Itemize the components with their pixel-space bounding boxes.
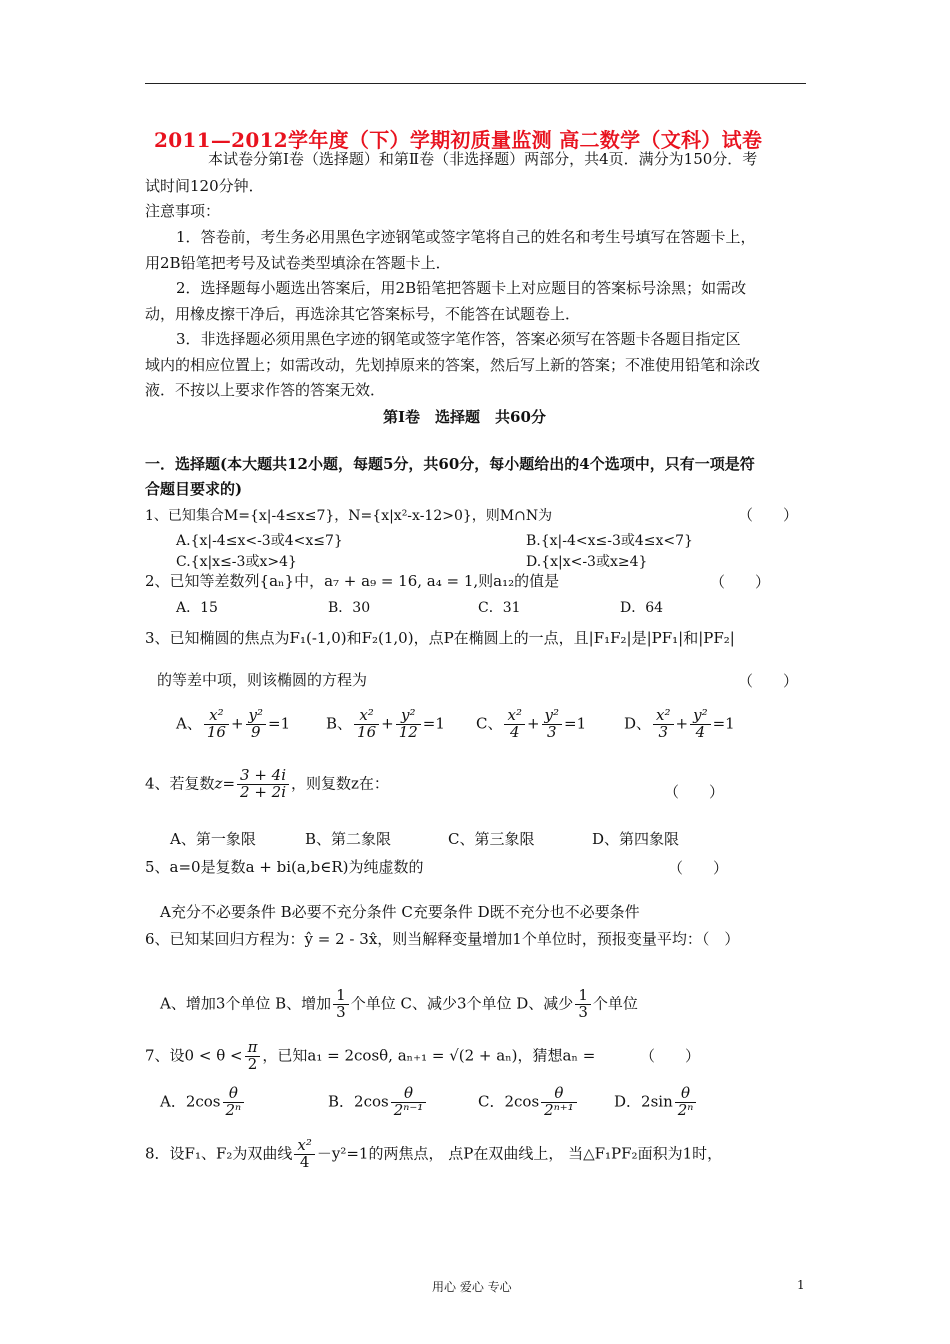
q3-stem-2: 的等差中项，则该椭圆的方程为 bbox=[157, 671, 368, 689]
q8-stem-pre: 8．设F₁、F₂为双曲线 bbox=[145, 1144, 293, 1163]
q4-stem-post: ，则复数z在： bbox=[291, 774, 389, 793]
q7-option-c bbox=[478, 1086, 579, 1119]
q1-answer-paren: （ ） bbox=[738, 506, 799, 524]
q3-a-den2: 9 bbox=[250, 722, 261, 741]
q5-answer-paren: （ ） bbox=[668, 859, 729, 877]
q3-option-a bbox=[176, 708, 290, 741]
q3-d-num1: x² bbox=[653, 708, 673, 725]
q7-a-den: 2ⁿ bbox=[225, 1100, 242, 1119]
q4-option-d: D、第四象限 bbox=[592, 830, 680, 848]
q6-stem: 6、已知某回归方程为：ŷ = 2 - 3x̂，则当解释变量增加1个单位时，预报变量平均：（ ） bbox=[145, 930, 740, 948]
intro-line-2: 试时间120分钟． bbox=[145, 177, 264, 195]
q3-stem: 3、已知椭圆的焦点为F₁(-1,0)和F₂(1,0)，点P在椭圆上的一点，且|F₁F₂|是|PF₁|和|PF₂| bbox=[145, 629, 735, 647]
page-title: 2011—2012学年度（下）学期初质量监测 高二数学（文科）试卷 bbox=[154, 128, 763, 152]
q3-a-eq: =1 bbox=[268, 714, 291, 733]
q1-stem: 1、已知集合M={x|-4≤x≤7}，N={x|x²-x-12>0}，则M∩N为 bbox=[145, 508, 553, 524]
q3-option-d bbox=[624, 708, 735, 741]
q3-d-den1: 3 bbox=[658, 722, 669, 741]
q1-option-b: B.{x|-4<x≤-3或4≤x<7} bbox=[526, 533, 693, 549]
q1-option-a: A.{x|-4≤x<-3或4<x≤7} bbox=[176, 533, 343, 549]
q6-options-mid: 个单位 C、减少3个单位 D、减少 bbox=[350, 994, 574, 1013]
q4-stem bbox=[145, 768, 389, 801]
q7-stem bbox=[145, 1040, 595, 1073]
section-heading-line-2: 合题目要求的) bbox=[145, 480, 243, 498]
q7-d-pre: D．2sin bbox=[614, 1092, 673, 1111]
notice-3-line-3: 液．不按以上要求作答的答案无效． bbox=[145, 381, 386, 399]
q3-b-num1: x² bbox=[354, 708, 379, 725]
q3-b-den1: 16 bbox=[357, 722, 377, 741]
q4-option-c: C、第三象限 bbox=[448, 830, 535, 848]
q7-a-pre: A．2cos bbox=[160, 1092, 221, 1111]
q4-eq: = bbox=[222, 774, 236, 793]
q3-option-c bbox=[476, 708, 586, 741]
q7-stem-post: ，已知a₁ = 2cosθ, aₙ₊₁ = √(2 + aₙ)，猜想aₙ = bbox=[262, 1046, 596, 1065]
q7-option-a bbox=[160, 1086, 246, 1119]
q3-a-den1: 16 bbox=[206, 722, 226, 741]
q4-option-a: A、第一象限 bbox=[170, 830, 256, 848]
q6-options-pre: A、增加3个单位 B、增加 bbox=[160, 994, 332, 1013]
q3-d-den2: 4 bbox=[695, 722, 706, 741]
q1-option-d: D.{x|x<-3或x≥4} bbox=[526, 554, 648, 570]
q4-z: z bbox=[214, 774, 223, 793]
intro-line-1: 本试卷分第Ⅰ卷（选择题）和第Ⅱ卷（非选择题）两部分，共4页．满分为150分．考 bbox=[208, 150, 758, 168]
q7-d-den: 2ⁿ bbox=[677, 1100, 694, 1119]
notice-2-line-2: 动，用橡皮擦干净后，再选涂其它答案标号，不能答在试题卷上． bbox=[145, 305, 581, 323]
q4-stem-pre: 4、若复数 bbox=[145, 774, 215, 793]
q7-c-den: 2ⁿ⁺¹ bbox=[544, 1100, 574, 1119]
notice-2-line-1: 2．选择题每小题选出答案后，用2B铅笔把答题卡上对应题目的答案标号涂黑；如需改 bbox=[176, 279, 747, 297]
q7-option-b bbox=[328, 1086, 428, 1119]
q3-c-den1: 4 bbox=[509, 722, 520, 741]
q3-c-plus: + bbox=[526, 714, 540, 733]
q7-c-pre: C．2cos bbox=[478, 1092, 540, 1111]
q3-d-plus: + bbox=[675, 714, 689, 733]
q7-a-num: θ bbox=[223, 1086, 245, 1103]
q6-frac1-num: 1 bbox=[333, 988, 349, 1005]
q8-frac-num: x² bbox=[294, 1138, 314, 1155]
notice-3-line-2: 域内的相应位置上；如需改动，先划掉原来的答案，然后写上新的答案；不准使用铅笔和涂改 bbox=[145, 356, 761, 374]
q6-frac1-den: 3 bbox=[336, 1002, 346, 1021]
q3-c-num1: x² bbox=[504, 708, 524, 725]
q5-options: A充分不必要条件 B必要不充分条件 C充要条件 D既不充分也不必要条件 bbox=[160, 903, 640, 921]
notice-1-line-2: 用2B铅笔把考号及试卷类型填涂在答题卡上． bbox=[145, 254, 451, 272]
q3-a-num2: y² bbox=[246, 708, 267, 725]
q3-option-b bbox=[326, 708, 445, 741]
q3-a-plus: + bbox=[230, 714, 244, 733]
q3-a-label: A、 bbox=[176, 714, 202, 733]
q7-b-den: 2ⁿ⁻¹ bbox=[393, 1100, 424, 1119]
q3-b-eq: =1 bbox=[422, 714, 445, 733]
q1-option-c: C.{x|x≤-3或x>4} bbox=[176, 554, 297, 570]
q2-stem: 2、已知等差数列{aₙ}中，a₇ + a₉ = 16, a₄ = 1,则a₁₂的值是 bbox=[145, 572, 560, 590]
footer-center-text: 用心 爱心 专心 bbox=[432, 1280, 512, 1294]
q3-c-label: C、 bbox=[476, 714, 503, 733]
notice-1-line-1: 1．答卷前，考生务必用黑色字迹钢笔或签字笔将自己的姓名和考生号填写在答题卡上， bbox=[176, 228, 756, 246]
q6-options bbox=[160, 988, 638, 1021]
q7-two: 2 bbox=[247, 1054, 258, 1073]
q2-option-a: A．15 bbox=[176, 600, 218, 616]
q2-answer-paren: （ ） bbox=[710, 573, 771, 591]
page-number: 1 bbox=[797, 1278, 805, 1292]
q2-option-c: C．31 bbox=[478, 600, 521, 616]
q3-d-num2: y² bbox=[690, 708, 711, 725]
q3-c-eq: =1 bbox=[564, 714, 587, 733]
q3-b-den2: 12 bbox=[398, 722, 418, 741]
q4-option-b: B、第二象限 bbox=[305, 830, 392, 848]
q7-b-pre: B．2cos bbox=[328, 1092, 389, 1111]
q7-c-num: θ bbox=[541, 1086, 577, 1103]
q7-stem-pre: 7、设0 < θ < bbox=[145, 1046, 243, 1065]
q2-option-b: B．30 bbox=[328, 600, 371, 616]
part1-heading: 第Ⅰ卷 选择题 共60分 bbox=[383, 408, 546, 426]
q2-option-d: D．64 bbox=[620, 600, 664, 616]
q3-b-label: B、 bbox=[326, 714, 353, 733]
q6-frac2-num: 1 bbox=[575, 988, 591, 1005]
q3-answer-paren: （ ） bbox=[738, 672, 799, 690]
notice-3-line-1: 3．非选择题必须用黑色字迹的钢笔或签字笔作答，答案必须写在答题卡各题目指定区 bbox=[176, 330, 741, 348]
q7-option-d bbox=[614, 1086, 698, 1119]
q3-a-num1: x² bbox=[204, 708, 229, 725]
q3-c-num2: y² bbox=[542, 708, 563, 725]
q8-stem-post: －y²=1的两焦点， 点P在双曲线上， 当△F₁PF₂面积为1时， bbox=[316, 1144, 723, 1163]
q5-stem: 5、a=0是复数a + bi(a,b∈R)为纯虚数的 bbox=[145, 858, 424, 876]
q7-d-num: θ bbox=[675, 1086, 697, 1103]
section-heading-line-1: 一．选择题(本大题共12小题，每题5分，共60分，每小题给出的4个选项中，只有一项是符 bbox=[145, 455, 755, 473]
q3-b-plus: + bbox=[381, 714, 394, 733]
header-rule bbox=[145, 83, 806, 84]
q4-numerator: 3 + 4i bbox=[237, 768, 289, 785]
q7-pi: π bbox=[245, 1040, 261, 1057]
q3-c-den2: 3 bbox=[547, 722, 557, 741]
q6-frac2-den: 3 bbox=[578, 1002, 588, 1021]
notice-heading: 注意事项： bbox=[145, 202, 221, 220]
q8-frac-den: 4 bbox=[299, 1152, 310, 1171]
q6-options-post: 个单位 bbox=[592, 994, 638, 1013]
q3-d-eq: =1 bbox=[712, 714, 735, 733]
q4-answer-paren: （ ） bbox=[664, 783, 725, 801]
q7-answer-paren: （ ） bbox=[640, 1047, 701, 1065]
q3-d-label: D、 bbox=[624, 714, 652, 733]
q8-stem bbox=[145, 1138, 722, 1171]
q3-b-num2: y² bbox=[396, 708, 421, 725]
q7-b-num: θ bbox=[391, 1086, 427, 1103]
q4-denominator: 2 + 2i bbox=[240, 782, 287, 801]
